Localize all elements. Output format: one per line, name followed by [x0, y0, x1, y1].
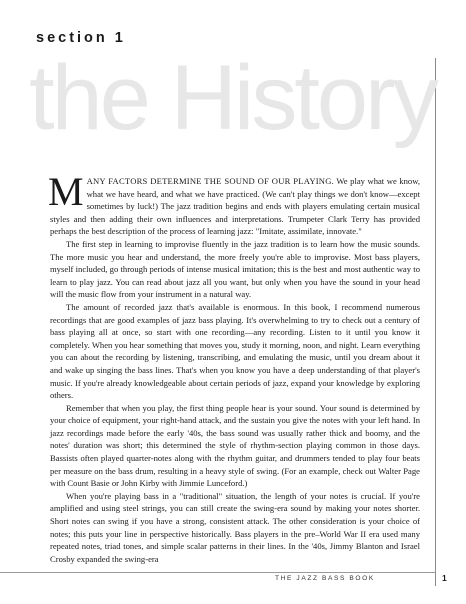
page-number: 1	[442, 573, 447, 583]
body-text	[48, 169, 420, 565]
section-label: section 1	[36, 30, 126, 46]
first-paragraph	[48, 169, 420, 238]
footer-rule	[0, 572, 435, 573]
paragraph: The first step in learning to improvise fluently in the jazz tradition is to learn how the music sounds. The more music you hear and understand, the more freely you're able to improvise. Most bass players, myself included, go through periods of intense musical imitation; this is the best and most authentic way to learn to play jazz. You can read about jazz all you want, but only when you have the sound in your head will the music flow from your instrument in a natural way.	[50, 238, 420, 300]
chapter-title: the History	[29, 47, 436, 149]
paragraph: When you're playing bass in a "traditional" situation, the length of your notes is crucial. If you're amplified and using steel strings, you can still create the swing-era sound by making your notes shorter. Short notes can swing if you have a strong, consistent attack. The other consideration is your choice of notes; this puts your line in perspective historically. Bass players in the pre–World War II era used many repeated notes, triad tones, and simple scalar patterns in their lines. In the '40s, Jimmy Blanton and Israel Crosby expanded the swing-era	[50, 490, 420, 564]
lead-in: ANY FACTORS DETERMINE THE SOUND OF OUR PLAYING.	[86, 176, 334, 186]
running-footer-title: THE JAZZ BASS BOOK	[275, 575, 375, 582]
drop-cap: M	[48, 169, 84, 214]
paragraph: Remember that when you play, the first thing people hear is your sound. Your sound is determined by your choice of equipment, your right-hand attack, and the sustain you give the notes with your left hand. In jazz recordings made before the early '40s, the bass sound was usually rather thick and boomy, and the notes' duration was short; this determined the style of rhythm-section playing common in those days. Bassists often played quarter-notes along with the rhythm guitar, and drummers tended to play four beats per measure on the bass drum, resulting in a heavy style of swing. (For an example, check out Walter Page with Count Basie or John Kirby with Jimmie Lunceford.)	[50, 402, 420, 489]
first-paragraph-text: We play what we know, what we have heard, and what we have practiced. (We can't play things we don't know—except sometimes by luck!) The jazz tradition begins and ends with players emulating certain musical styles and then adding their own influences and interpretations. Trumpeter Clark Terry has provided perhaps the best description of the process of learning jazz: "Imitate, assimilate, innovate."	[50, 176, 420, 237]
paragraph: The amount of recorded jazz that's available is enormous. In this book, I recommend numerous recordings that are good examples of jazz bass playing. It's overwhelming to try to check out a century of bass playing all at once, so start with one recording—any recording. Listen to it until you know it completely. When you hear something that moves you, study it morning, noon, and night. Learn everything you can about the recording by listening, transcribing, and emulating the music, until you dream about it and wake up singing the bass lines. That's when you know you have a deep understanding of that player's music. If you're already knowledgeable about certain periods of jazz, expand your knowledge by exploring others.	[50, 301, 420, 401]
